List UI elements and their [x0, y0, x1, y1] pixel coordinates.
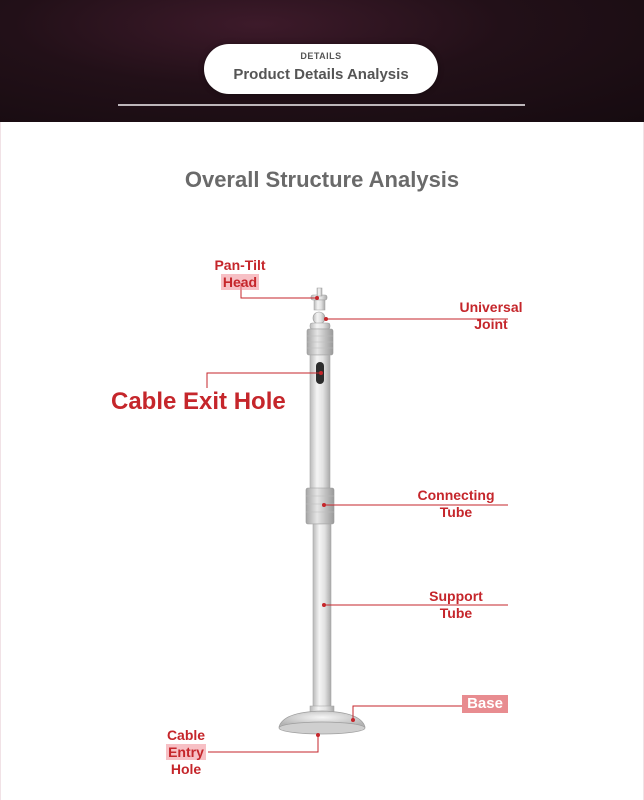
label-entry-line2: Entry	[168, 744, 204, 760]
label-universal-line2: Joint	[474, 316, 508, 332]
pan-tilt-head-part	[311, 288, 327, 310]
label-entry-line1: Cable	[166, 727, 206, 743]
details-small-label: DETAILS	[300, 51, 342, 61]
label-entry-line3: Hole	[170, 761, 202, 777]
label-support-line2: Tube	[439, 605, 473, 621]
label-connecting-tube	[406, 487, 506, 521]
connecting-collar-part	[306, 488, 334, 524]
label-pan-tilt-line2: Head	[222, 274, 258, 290]
label-base: Base	[462, 695, 508, 713]
upper-tube-part	[310, 355, 330, 490]
label-cable-entry-hole	[155, 727, 217, 778]
support-tube-part	[313, 524, 331, 710]
upper-collar-part	[307, 329, 333, 355]
label-pan-tilt-head	[205, 257, 275, 291]
details-title: Product Details Analysis	[233, 66, 409, 83]
label-support-tube	[418, 588, 494, 622]
label-support-line1: Support	[429, 588, 483, 604]
label-universal-joint	[449, 299, 533, 333]
label-pan-tilt-line1: Pan-Tilt	[214, 257, 266, 273]
label-universal-line1: Universal	[459, 299, 523, 315]
label-connecting-line2: Tube	[439, 504, 473, 520]
label-pan-tilt-line2-wrap	[205, 274, 275, 291]
label-cable-exit-hole: Cable Exit Hole	[111, 388, 286, 415]
label-connecting-line1: Connecting	[417, 487, 495, 503]
section-title: Overall Structure Analysis	[184, 167, 460, 192]
label-entry-line2-wrap	[155, 744, 217, 761]
